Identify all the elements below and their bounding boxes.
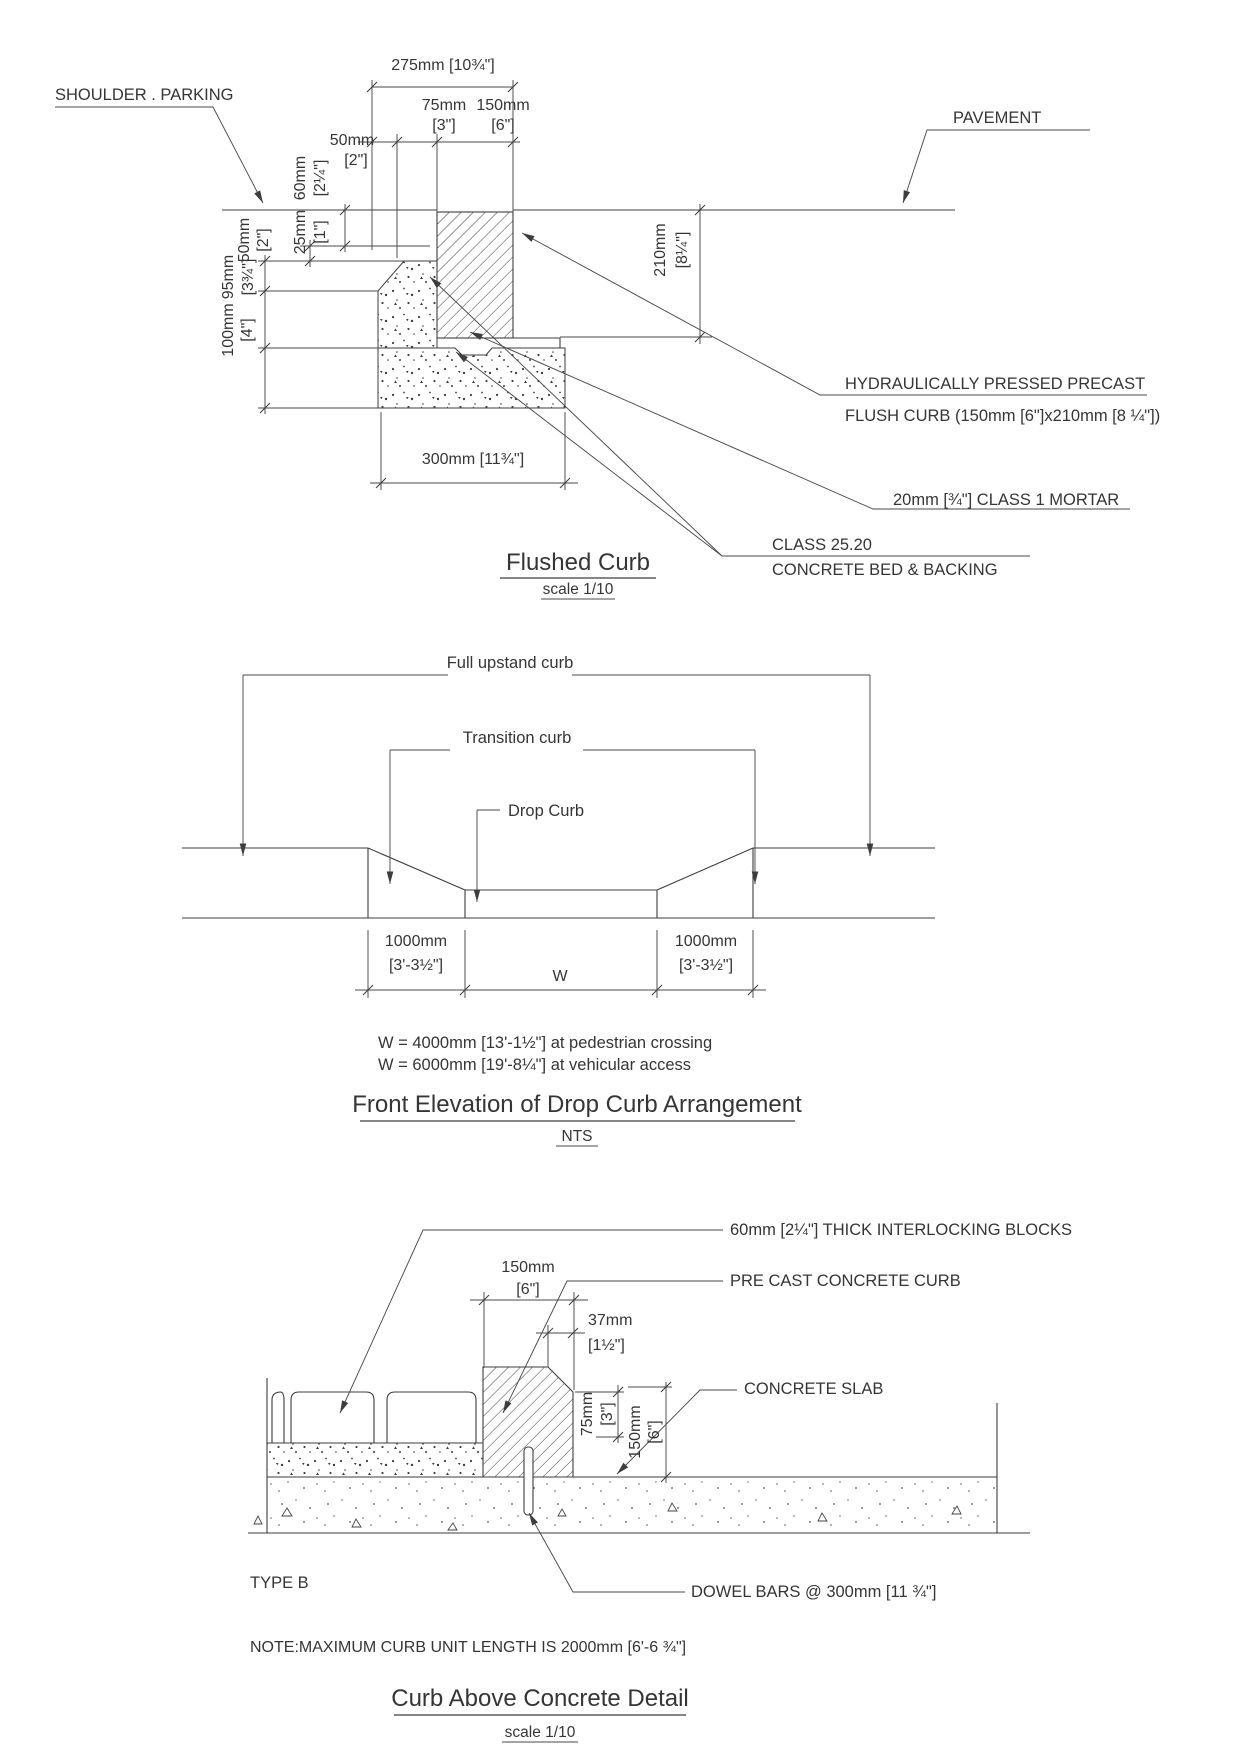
dim3-37in: [1½"] (588, 1337, 625, 1354)
dim-50mm-side: 50mm (236, 217, 253, 263)
dim-60in: [2¼"] (312, 159, 329, 197)
dim3-150in-v: [6"] (646, 1420, 663, 1444)
dim-100in: [4"] (239, 318, 256, 342)
w-note-pedestrian: W = 4000mm [13'-1½"] at pedestrian crossing (378, 1034, 713, 1052)
dim-50mm-top: 50mm (329, 132, 375, 149)
concrete-slab (267, 1477, 997, 1533)
dowel-label: DOWEL BARS @ 300mm [11 ¾"] (691, 1583, 937, 1601)
flushed-curb-title: Flushed Curb (505, 549, 651, 576)
shoulder-parking-label: SHOULDER . PARKING (55, 86, 234, 104)
precast-label-line2: FLUSH CURB (150mm [6"]x210mm [8 ¼"]) (845, 407, 1161, 425)
dim3-75in: [3"] (599, 1402, 616, 1426)
dim-210in: [8¼"] (674, 231, 691, 269)
sand-bed (267, 1443, 483, 1477)
transition-label: Transition curb (462, 729, 572, 747)
leader-shoulder (55, 107, 263, 203)
pavement-label: PAVEMENT (953, 109, 1042, 127)
drop-curb-label: Drop Curb (508, 802, 585, 820)
drop-curb-elevation (182, 654, 935, 1146)
dim-95mm: 95mm (220, 254, 237, 300)
dim3-75mm: 75mm (579, 1391, 596, 1437)
dim-150mm: 150mm (476, 97, 530, 114)
flushed-curb-detail (55, 57, 1160, 599)
w-note-vehicular: W = 6000mm [19'-8¼"] at vehicular access (378, 1056, 692, 1074)
bed-label-line2: CONCRETE BED & BACKING (772, 561, 998, 579)
elevation-profile (182, 848, 935, 918)
dim-1000mm-right: 1000mm (674, 933, 738, 950)
mortar-label: 20mm [¾"] CLASS 1 MORTAR (893, 491, 1120, 509)
slab-label: CONCRETE SLAB (744, 1380, 884, 1398)
dim-300mm: 300mm [11¾"] (421, 451, 525, 468)
max-length-note: NOTE:MAXIMUM CURB UNIT LENGTH IS 2000mm [6'-6 ¾"] (250, 1639, 687, 1656)
dim-1000mm-left: 1000mm (384, 933, 448, 950)
flushed-curb-scale: scale 1/10 (542, 581, 614, 598)
dim-275mm: 275mm [10¾"] (391, 57, 495, 74)
interlocking-block-1 (291, 1392, 374, 1443)
precast-label-line1: HYDRAULICALLY PRESSED PRECAST (845, 375, 1146, 393)
dim-100mm: 100mm (220, 303, 237, 357)
dim3-150mm-v: 150mm (627, 1405, 644, 1459)
dim3-37mm: 37mm (588, 1312, 633, 1329)
dim-1000in-left: [3'-3½"] (388, 957, 444, 974)
dim-50in-side: [2"] (255, 228, 272, 252)
curb-above-concrete-detail (248, 1221, 1072, 1742)
dim-95in: [3¾"] (240, 258, 257, 296)
bed-label-line1: CLASS 25.20 (772, 536, 872, 554)
drop-curb-title: Front Elevation of Drop Curb Arrangement (352, 1091, 802, 1118)
leader-precast-curb (522, 233, 1147, 395)
dim-1000in-right: [3'-3½"] (678, 957, 734, 974)
curb-above-title: Curb Above Concrete Detail (391, 1685, 689, 1712)
block-sliver (272, 1392, 284, 1443)
dim-60mm: 60mm (292, 155, 309, 201)
dowel-bar (524, 1447, 533, 1515)
drop-curb-scale: NTS (561, 1128, 593, 1145)
dim-w: W (552, 968, 568, 985)
precast-curb-label-3: PRE CAST CONCRETE CURB (730, 1272, 961, 1290)
concrete-bed (378, 348, 565, 408)
dim-210mm: 210mm (652, 223, 669, 277)
dim-75mm: 75mm (421, 97, 467, 114)
dim-25in: [1"] (312, 220, 329, 244)
blocks-label: 60mm [2¼"] THICK INTERLOCKING BLOCKS (730, 1221, 1073, 1239)
interlocking-block-2 (387, 1392, 476, 1443)
dim3-150mm: 150mm (501, 1259, 555, 1276)
dim3-150in: [6"] (516, 1281, 540, 1298)
mortar-step-line (513, 338, 560, 348)
curb-above-scale: scale 1/10 (504, 1724, 576, 1741)
full-upstand-label: Full upstand curb (446, 654, 574, 672)
dim-25mm: 25mm (292, 209, 309, 255)
dim-50in-top: [2"] (344, 152, 368, 169)
dim-150in: [6"] (491, 117, 515, 134)
type-b-label: TYPE B (250, 1574, 309, 1592)
leader-pavement (903, 130, 1090, 203)
precast-curb-hatch (437, 212, 513, 338)
concrete-backing (378, 261, 437, 348)
dim-75in: [3"] (432, 117, 456, 134)
